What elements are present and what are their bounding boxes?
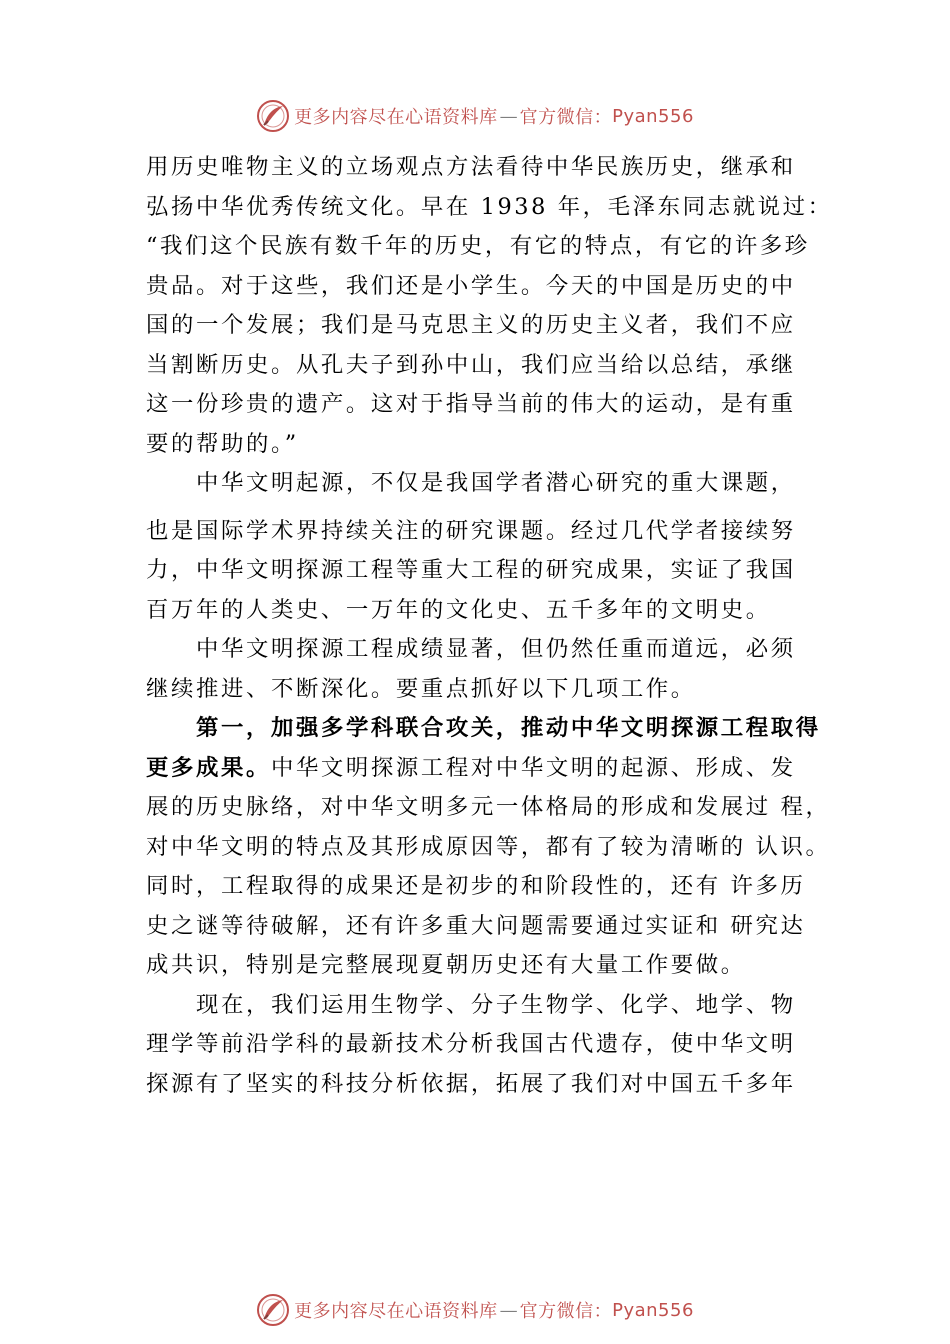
text-line: 中华文明探源工程成绩显著，但仍然任重而道远，必须 — [196, 636, 796, 662]
text-line: 百万年的人类史、一万年的文化史、五千多年的文明史。 — [146, 596, 771, 623]
text-line: 国的一个发展；我们是马克思主义的历史主义者，我们不应 — [146, 312, 796, 338]
watermark-official-label: 官方微信： — [519, 1301, 613, 1322]
section-heading: 第一，加强多学科联合攻关，推动中华文明探源工程取得 — [196, 715, 821, 741]
text-line: 用历史唯物主义的立场观点方法看待中华民族历史，继承和 — [146, 154, 796, 180]
text-line: 力，中华文明探源工程等重大工程的研究成果，实证了我国 — [146, 557, 796, 583]
header-watermark — [0, 98, 950, 134]
text-line: 中华文明起源，不仅是我国学者潜心研究的重大课题， — [196, 470, 796, 496]
text-line-continuation: 中华文明探源工程对中华文明的起源、形成、发 — [270, 754, 796, 781]
text-line: 继续推进、不断深化。要重点抓好以下几项工作。 — [146, 675, 696, 702]
brand-logo-icon — [256, 1293, 290, 1327]
footer-watermark — [0, 1292, 950, 1328]
section-heading-end: 更多成果。 — [146, 754, 271, 781]
watermark-separator: — — [499, 1299, 518, 1321]
text-line: 要的帮助的。” — [146, 430, 299, 457]
text-line: 理学等前沿学科的最新技术分析我国古代遗存，使中华文明 — [146, 1031, 796, 1057]
paragraph-gap — [146, 504, 806, 512]
text-line: “我们这个民族有数千年的历史，有它的特点，有它的许多珍 — [146, 233, 810, 259]
text-line: 当割断历史。从孔夫子到孙中山，我们应当给以总结，承继 — [146, 351, 796, 378]
text-line: 展的历史脉络，对中华文明多元一体格局的形成和发展过 程， — [146, 794, 831, 820]
text-line: 弘扬中华优秀传统文化。早在 1938 年，毛泽东同志就说过： — [146, 193, 833, 220]
text-line: 同时，工程取得的成果还是初步的和阶段性的，还有 许多历 — [146, 873, 806, 899]
watermark-separator: — — [499, 105, 518, 127]
text-line: 对中华文明的特点及其形成原因等，都有了较为清晰的 认识。 — [146, 833, 831, 860]
watermark-account-id: Pyan556 — [612, 1299, 694, 1321]
brand-logo-icon — [256, 99, 290, 133]
text-line: 也是国际学术界持续关注的研究课题。经过几代学者接续努 — [146, 517, 796, 544]
watermark-brand-text: 更多内容尽在心语资料库 — [294, 1301, 498, 1322]
text-line: 现在，我们运用生物学、分子生物学、化学、地学、物 — [196, 991, 796, 1018]
text-line: 这一份珍贵的遗产。这对于指导当前的伟大的运动，是有重 — [146, 391, 796, 417]
watermark-brand-text: 更多内容尽在心语资料库 — [294, 107, 498, 128]
text-line: 成共识，特别是完整展现夏朝历史还有大量工作要做。 — [146, 952, 746, 978]
watermark-account-id: Pyan556 — [612, 105, 694, 127]
text-line: 贵品。对于这些，我们还是小学生。今天的中国是历史的中 — [146, 272, 796, 299]
text-line — [146, 749, 806, 789]
watermark-official-label: 官方微信： — [519, 107, 613, 128]
document-body — [146, 148, 833, 1104]
text-line: 探源有了坚实的科技分析依据，拓展了我们对中国五千多年 — [146, 1070, 796, 1097]
text-line: 史之谜等待破解，还有许多重大问题需要通过实证和 研究达 — [146, 912, 806, 939]
